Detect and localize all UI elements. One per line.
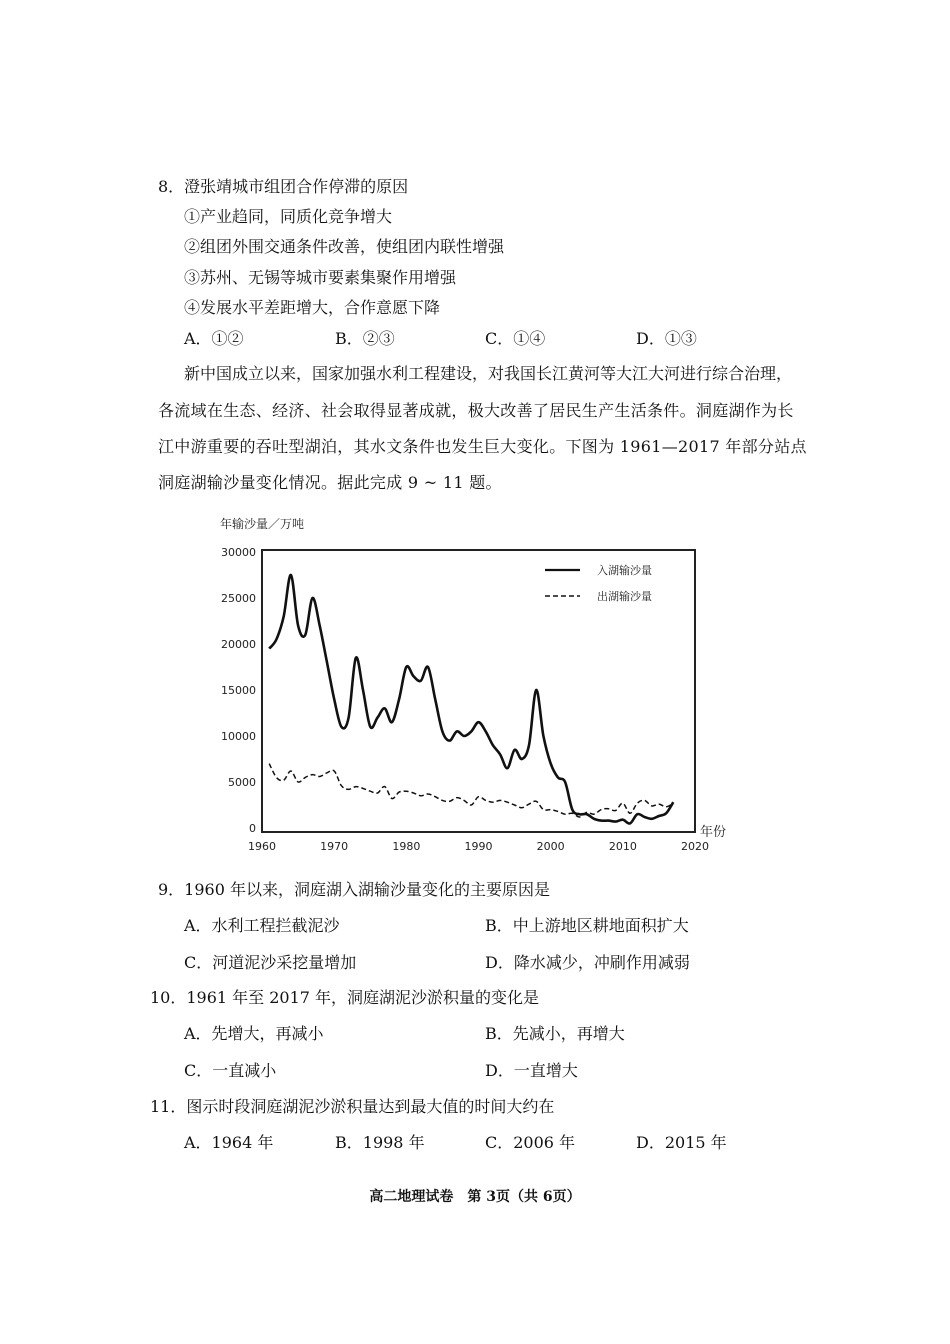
- y-axis-label: 年输沙量／万吨: [220, 517, 305, 531]
- q8-stem: 8．澄张靖城市组团合作停滞的原因: [158, 177, 409, 196]
- page-footer: 高二地理试卷 第 3页（共 6页）: [369, 1189, 581, 1205]
- q9-option-d: D．降水减少，冲刷作用减弱: [485, 953, 690, 972]
- x-tick-label: 2020: [681, 840, 709, 853]
- x-tick-label: 1980: [392, 840, 421, 853]
- q10-option-a: A．先增大，再减小: [184, 1024, 324, 1043]
- q9-option-a: A．水利工程拦截泥沙: [184, 916, 340, 935]
- q10-option-b: B．先减小，再增大: [485, 1024, 625, 1043]
- series-line-outflow: [269, 764, 673, 817]
- y-tick-label: 25000: [221, 592, 256, 605]
- q9-option-c: C．河道泥沙采挖量增加: [184, 953, 357, 972]
- y-tick-label: 30000: [221, 546, 256, 559]
- q8-option-b: B．②③: [335, 329, 395, 348]
- passage-line-3: 江中游重要的吞吐型湖泊，其水文条件也发生巨大变化。下图为 1961—2017 年部分站点: [158, 437, 807, 456]
- passage-line-4: 洞庭湖输沙量变化情况。据此完成 9 ~ 11 题。: [158, 473, 502, 492]
- x-tick-label: 2010: [608, 840, 637, 853]
- y-tick-label: 15000: [221, 684, 256, 697]
- y-tick-label: 0: [249, 822, 256, 835]
- q11-option-c: C．2006 年: [485, 1133, 576, 1152]
- x-tick-label: 2000: [536, 840, 565, 853]
- q8-item-4: ④发展水平差距增大，合作意愿下降: [184, 298, 441, 317]
- q11-option-a: A．1964 年: [184, 1133, 274, 1152]
- y-tick-label: 10000: [221, 730, 256, 743]
- passage-line-1: 新中国成立以来，国家加强水利工程建设，对我国长江黄河等大江大河进行综合治理，: [184, 364, 793, 383]
- q8-item-3: ③苏州、无锡等城市要素集聚作用增强: [184, 268, 457, 287]
- legend-label-outflow: 出湖输沙量: [597, 590, 652, 603]
- x-tick-label: 1970: [320, 840, 349, 853]
- y-tick-label: 5000: [228, 776, 256, 789]
- q11-stem: 11．图示时段洞庭湖泥沙淤积量达到最大值的时间大约在: [150, 1097, 555, 1116]
- q9-option-b: B．中上游地区耕地面积扩大: [485, 916, 689, 935]
- q8-option-a: A．①②: [184, 329, 244, 348]
- x-tick-label: 1960: [248, 840, 276, 853]
- legend-label-inflow: 入湖输沙量: [597, 564, 652, 577]
- q11-option-d: D．2015 年: [636, 1133, 727, 1152]
- passage-line-2: 各流域在生态、经济、社会取得显著成就，极大改善了居民生产生活条件。洞庭湖作为长: [158, 401, 794, 420]
- q8-option-d: D．①③: [636, 329, 697, 348]
- q10-option-d: D．一直增大: [485, 1061, 578, 1080]
- x-axis-label: 年份: [700, 825, 727, 840]
- q8-item-1: ①产业趋同，同质化竞争增大: [184, 207, 393, 226]
- q9-stem: 9．1960 年以来，洞庭湖入湖输沙量变化的主要原因是: [158, 880, 550, 899]
- q10-option-c: C．一直减小: [184, 1061, 277, 1080]
- q11-option-b: B．1998 年: [335, 1133, 425, 1152]
- q8-item-2: ②组团外围交通条件改善，使组团内联性增强: [184, 237, 505, 256]
- x-tick-label: 1990: [464, 840, 493, 853]
- y-tick-label: 20000: [221, 638, 256, 651]
- sediment-chart: [200, 508, 730, 858]
- q8-option-c: C．①④: [485, 329, 546, 348]
- series-line-inflow: [269, 575, 673, 824]
- q10-stem: 10．1961 年至 2017 年，洞庭湖泥沙淤积量的变化是: [150, 988, 540, 1007]
